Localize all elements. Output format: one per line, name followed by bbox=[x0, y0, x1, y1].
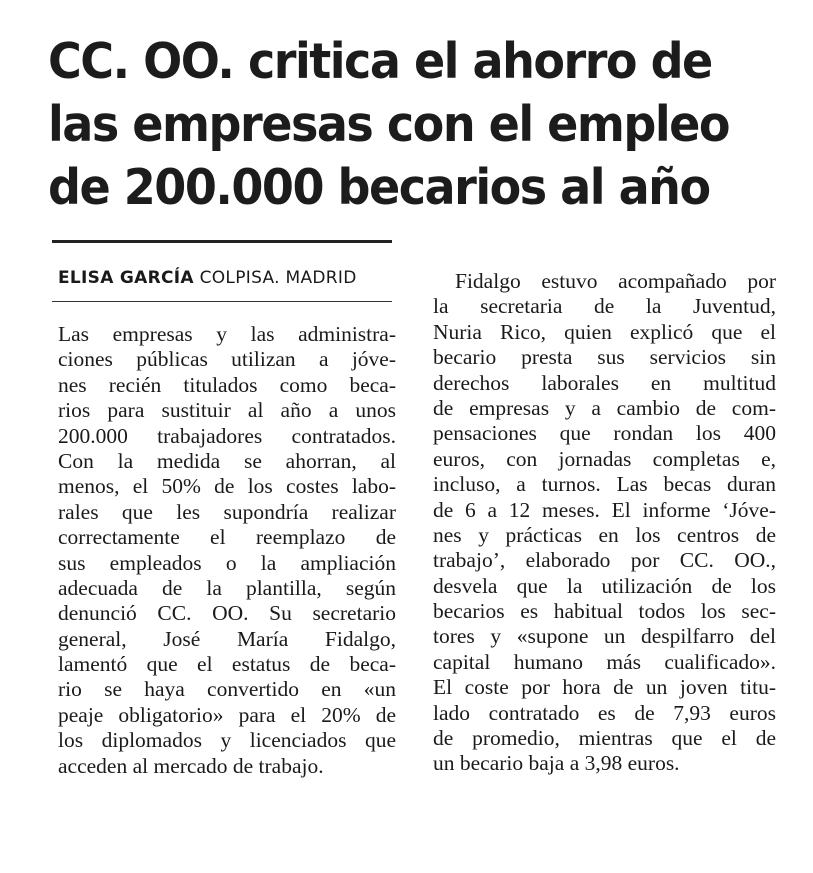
body-line: tores y «supone un despilfarro del bbox=[433, 624, 776, 649]
headline-line: de 200.000 becarios al año bbox=[48, 159, 710, 216]
body-line: menos, el 50% de los costes labo- bbox=[58, 474, 396, 499]
body-line: incluso, a turnos. Las becas duran bbox=[433, 472, 776, 497]
headline-line: CC. OO. critica el ahorro de bbox=[48, 33, 712, 90]
body-line: Las empresas y las administra- bbox=[58, 322, 396, 346]
byline-agency: COLPISA. MADRID bbox=[199, 268, 357, 288]
body-line: capital humano más cualificado». bbox=[433, 649, 776, 674]
body-line: general, José María Fidalgo, bbox=[58, 626, 396, 651]
body-line: nes y prácticas en los centros de bbox=[433, 522, 776, 547]
byline bbox=[58, 266, 398, 290]
body-line: ciones públicas utilizan a jóve- bbox=[58, 347, 396, 372]
byline-top-rule bbox=[52, 240, 392, 243]
byline-bottom-rule bbox=[52, 301, 392, 302]
headline bbox=[48, 30, 744, 219]
body-line: 200.000 trabajadores contratados. bbox=[58, 423, 396, 448]
body-line: sus empleados o la ampliación bbox=[58, 550, 396, 575]
body-line: de 6 a 12 meses. El informe ‘Jóve- bbox=[433, 497, 776, 522]
body-line: Fidalgo estuvo acompañado por bbox=[455, 269, 776, 293]
body-line: correctamente el reemplazo de bbox=[58, 525, 396, 550]
body-line: denunció CC. OO. Su secretario bbox=[58, 601, 396, 626]
body-column-2 bbox=[433, 269, 776, 777]
body-line: becario presta sus servicios sin bbox=[433, 345, 776, 370]
body-line: El coste por hora de un joven titu- bbox=[433, 675, 776, 700]
body-column-1 bbox=[58, 322, 396, 779]
body-line: peaje obligatorio» para el 20% de bbox=[58, 702, 396, 727]
body-line: pensaciones que rondan los 400 bbox=[433, 421, 776, 446]
body-line: Con la medida se ahorran, al bbox=[58, 448, 396, 473]
body-line: desvela que la utilización de los bbox=[433, 573, 776, 598]
body-line: un becario baja a 3,98 euros. bbox=[433, 751, 680, 776]
body-line: la secretaria de la Juventud, bbox=[433, 294, 776, 319]
body-line: de empresas y a cambio de com- bbox=[433, 395, 776, 420]
headline-line: las empresas con el empleo bbox=[48, 96, 730, 153]
body-line: rio se haya convertido en «un bbox=[58, 677, 396, 702]
body-line: lado contratado es de 7,93 euros bbox=[433, 700, 776, 725]
body-line: los diplomados y licenciados que bbox=[58, 728, 396, 753]
body-line: nes recién titulados como beca- bbox=[58, 372, 396, 397]
body-line: rios para sustituir al año a unos bbox=[58, 398, 396, 423]
body-line: becarios es habitual todos los sec- bbox=[433, 599, 776, 624]
byline-author: ELISA GARCÍA bbox=[58, 268, 194, 288]
body-line: de promedio, mientras que el de bbox=[433, 726, 776, 751]
body-line: euros, con jornadas completas e, bbox=[433, 446, 776, 471]
body-line: trabajo’, elaborado por CC. OO., bbox=[433, 548, 776, 573]
body-line: lamentó que el estatus de beca- bbox=[58, 652, 396, 677]
body-line: derechos laborales en multitud bbox=[433, 370, 776, 395]
body-line: rales que les supondría realizar bbox=[58, 499, 396, 524]
body-line: adecuada de la plantilla, según bbox=[58, 575, 396, 600]
body-line: Nuria Rico, quien explicó que el bbox=[433, 319, 776, 344]
body-line: acceden al mercado de trabajo. bbox=[58, 753, 324, 778]
